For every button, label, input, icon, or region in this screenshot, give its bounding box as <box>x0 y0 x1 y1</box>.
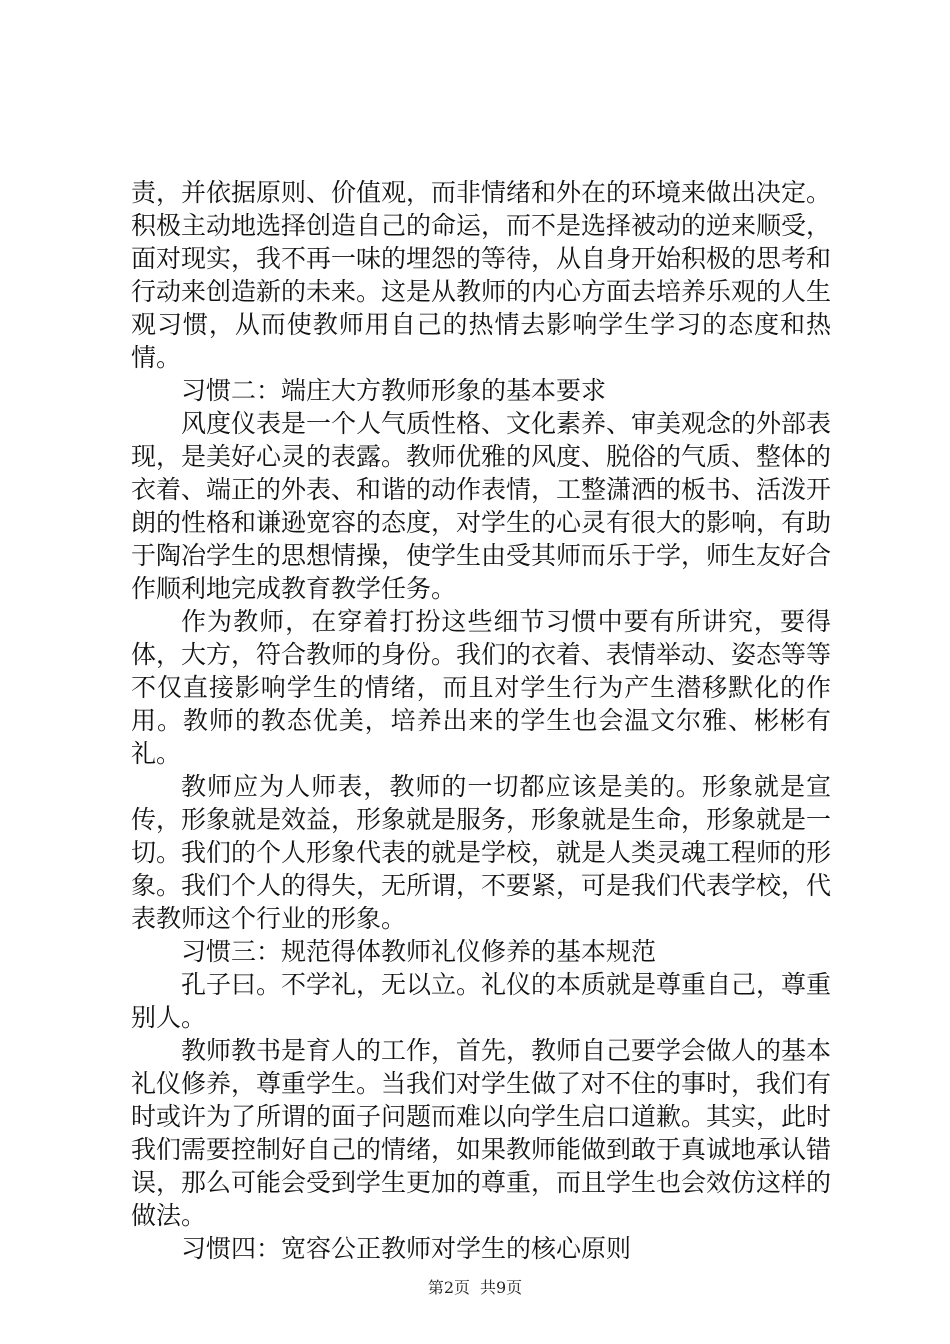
page-total: 共9页 <box>480 1278 523 1297</box>
page-footer <box>0 1278 950 1298</box>
section-heading-habit-3: 习惯三：规范得体教师礼仪修养的基本规范 <box>181 937 657 966</box>
paragraph: 孔子曰。不学礼，无以立。礼仪的本质就是尊重自己，尊重别人。 <box>131 970 832 1032</box>
section-heading-habit-2: 习惯二：端庄大方教师形象的基本要求 <box>181 376 607 405</box>
section-heading-habit-4: 习惯四：宽容公正教师对学生的核心原则 <box>181 1234 632 1263</box>
paragraph: 教师教书是育人的工作，首先，教师自己要学会做人的基本礼仪修养，尊重学生。当我们对学生做了对不住的事时，我们有时或许为了所谓的面子问题而难以向学生启口道歉。其实，此时我们需要控制好自己的情绪，如果教师能做到敢于真诚地承认错误，那么可能会受到学生更加的尊重，而且学生也会效仿这样的做法。 <box>131 1036 832 1230</box>
paragraph-continuation: 责，并依据原则、价值观，而非情绪和外在的环境来做出决定。积极主动地选择创造自己的命运，而不是选择被动的逆来顺受，面对现实，我不再一味的埋怨的等待，从自身开始积极的思考和行动来创造新的未来。这是从教师的内心方面去培养乐观的人生观习惯，从而使教师用自己的热情去影响学生学习的态度和热情。 <box>131 178 832 372</box>
paragraph: 风度仪表是一个人气质性格、文化素养、审美观念的外部表现，是美好心灵的表露。教师优雅的风度、脱俗的气质、整体的衣着、端正的外表、和谐的动作表情，工整潇洒的板书、活泼开朗的性格和谦逊宽容的态度，对学生的心灵有很大的影响，有助于陶冶学生的思想情操，使学生由受其师而乐于学，师生友好合作顺利地完成教育教学任务。 <box>131 409 832 603</box>
paragraph: 教师应为人师表，教师的一切都应该是美的。形象就是宣传，形象就是效益，形象就是服务，形象就是生命，形象就是一切。我们的个人形象代表的就是学校，就是人类灵魂工程师的形象。我们个人的得失，无所谓，不要紧，可是我们代表学校，代表教师这个行业的形象。 <box>131 772 832 933</box>
paragraph: 作为教师，在穿着打扮这些细节习惯中要有所讲究，要得体，大方，符合教师的身份。我们的衣着、表情举动、姿态等等不仅直接影响学生的情绪，而且对学生行为产生潜移默化的作用。教师的教态优美，培养出来的学生也会温文尔雅、彬彬有礼。 <box>131 607 832 768</box>
page-number: 第2页 <box>427 1278 470 1297</box>
document-body <box>131 176 831 1265</box>
